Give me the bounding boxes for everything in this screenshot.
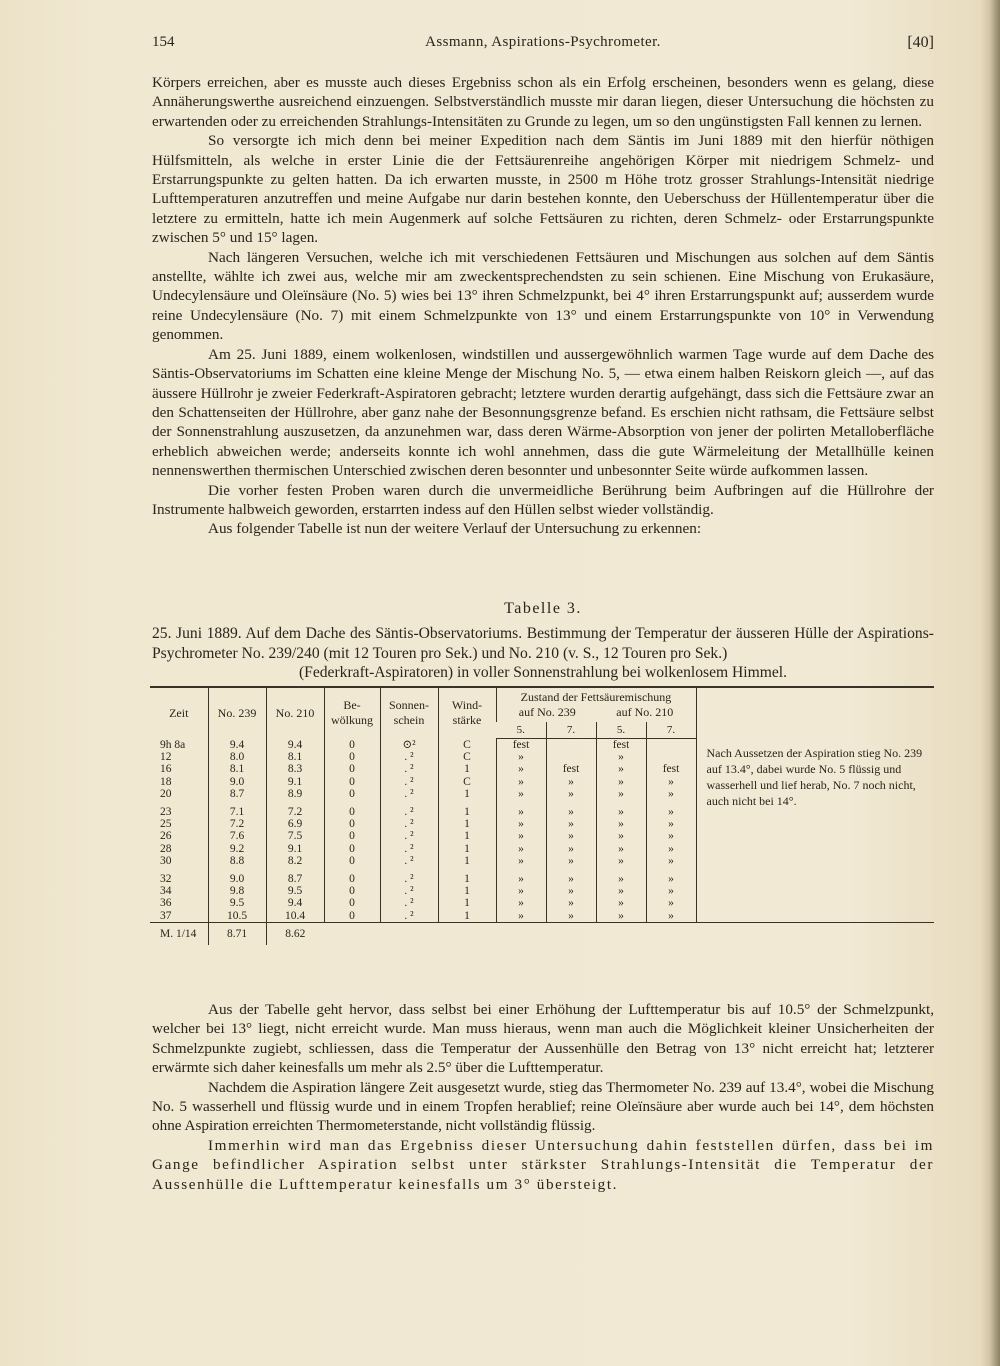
- mean-no239: 8.71: [208, 922, 266, 945]
- paragraph: Nach längeren Versuchen, welche ich mit verschiedenen Fettsäuren und Mischungen aus solchen auf dem Säntis anstellte, wählte ich zwei aus, welche mir am zweckentsprechendsten zu sein schienen. Eine Mischung von Erukasäure, Undecylensäure und Oleïnsäure (No. 5) wies bei 13° ihren Schmelzpunkt, bei 4° ihren Erstarrungspunkt auf; ausserdem wurde reine Undecylensäure (No. 7) mit einem Schmelzpunkte von 13° und einem Erstarrungspunkte von 10° in Verwendung genommen.: [152, 248, 934, 344]
- table-cell-b5: »: [596, 818, 646, 830]
- table-cell-no210: 10.4: [266, 910, 324, 923]
- table-cell-bew: 0: [324, 867, 380, 885]
- running-title: Assmann, Aspirations-Psychrometer.: [425, 34, 661, 50]
- mean-empty-cell: [596, 922, 646, 945]
- table-cell-sonne: . ²: [380, 751, 438, 763]
- table-cell-zeit: 18: [160, 775, 172, 788]
- table-cell-a7: »: [546, 867, 596, 885]
- mean-empty-cell: [380, 922, 438, 945]
- table-cell-wind: 1: [438, 910, 496, 923]
- table-cell-a7: »: [546, 897, 596, 909]
- table-cell-wind: 1: [438, 855, 496, 867]
- table-cell-b5: »: [596, 885, 646, 897]
- table-cell-zeit: 12: [160, 751, 172, 764]
- table-cell-b7: [646, 739, 696, 752]
- table-cell-wind: 1: [438, 788, 496, 800]
- table-cell-no239: 8.1: [208, 763, 266, 775]
- table-note: Nach Aussetzen der Aspiration stieg No. 239 auf 13.4°, dabei wurde No. 5 flüssig und wasserhell und lief herab, No. 7 noch nicht, auch nicht bei 14°.: [696, 739, 934, 923]
- table-cell-wind: 1: [438, 763, 496, 775]
- header-no210: No. 210: [266, 687, 324, 739]
- table-cell-wind: C: [438, 739, 496, 752]
- table-cell-no210: 9.4: [266, 739, 324, 752]
- table-cell-no239: 8.8: [208, 855, 266, 867]
- table-cell-b5: fest: [596, 739, 646, 752]
- data-table: [150, 686, 934, 945]
- table-cell-b7: »: [646, 885, 696, 897]
- table-body: [150, 739, 934, 945]
- table-cell-bew: 0: [324, 910, 380, 923]
- table-cell-b5: »: [596, 751, 646, 763]
- caption-line: (Federkraft-Aspiratoren) in voller Sonnenstrahlung bei wolkenlosem Himmel.: [298, 664, 788, 682]
- table-cell-zeit: 36: [160, 897, 172, 910]
- table-cell-wind: C: [438, 776, 496, 788]
- table-cell-sonne: . ²: [380, 763, 438, 775]
- table-cell-sonne: . ²: [380, 843, 438, 855]
- paragraph: Nachdem die Aspiration längere Zeit ausgesetzt wurde, stieg das Thermometer No. 239 auf 13.4°, wobei die Mischung No. 5 wasserhell und flüssig wurde und in einem Tropfen herablief; reine Oleïnsäure aber wurde auch bei 14°, dem höchsten ohne Aspiration erreichten Thermometerstande, nicht vollständig flüssig.: [152, 1078, 934, 1135]
- table-cell-zeit: 20: [160, 787, 172, 800]
- table-cell-bew: 0: [324, 843, 380, 855]
- table-cell-sonne: . ²: [380, 897, 438, 909]
- table-cell-a7: »: [546, 788, 596, 800]
- table-cell-zeit: 25: [160, 818, 172, 831]
- table-cell-zeit: 23: [160, 806, 172, 819]
- table-cell-a5: »: [496, 910, 546, 923]
- table-cell-bew: 0: [324, 776, 380, 788]
- paragraph-emphasized: Immerhin wird man das Ergebniss dieser Untersuchung dahin feststellen dürfen, dass bei im Gange befindlicher Aspiration selbst unter stärkster Strahlungs-Intensität die Temperatur der Aussenhülle die Lufttemperatur keinesfalls um 3° übersteigt.: [152, 1136, 934, 1193]
- table-cell-b5: »: [596, 776, 646, 788]
- table-cell-zeit: 37: [160, 909, 172, 922]
- table-mean-row: [150, 922, 934, 945]
- table-cell-a5: fest: [496, 739, 546, 752]
- table-cell-bew: 0: [324, 763, 380, 775]
- table-cell-b7: »: [646, 910, 696, 923]
- header-zeit: Zeit: [150, 687, 208, 739]
- table-cell-b7: »: [646, 800, 696, 818]
- header-auf239: auf No. 239: [518, 705, 576, 719]
- header-bewoelkung: Be-wölkung: [324, 687, 380, 739]
- table-cell-bew: 0: [324, 897, 380, 909]
- table-cell-a5: »: [496, 788, 546, 800]
- header-zustand: [496, 687, 696, 722]
- table-cell-no239: 9.5: [208, 897, 266, 909]
- mean-empty-cell: [324, 922, 380, 945]
- table-cell-wind: 1: [438, 885, 496, 897]
- header-no239: No. 239: [208, 687, 266, 739]
- header-sub-7a: 7.: [546, 722, 596, 739]
- table-cell-bew: 0: [324, 751, 380, 763]
- page-number: 154: [152, 34, 175, 50]
- table-cell-zeit: 32: [160, 873, 172, 886]
- paragraph: Aus folgender Tabelle ist nun der weitere Verlauf der Untersuchung zu erkennen:: [208, 520, 702, 538]
- table-cell-no210: 8.3: [266, 763, 324, 775]
- table-cell-b5: »: [596, 843, 646, 855]
- table-cell-a7: »: [546, 776, 596, 788]
- table-cell-a7: [546, 751, 596, 763]
- table-cell-no239: 8.7: [208, 788, 266, 800]
- table-cell-wind: C: [438, 751, 496, 763]
- table-cell-zeit: 28: [160, 842, 172, 855]
- table-cell-b7: »: [646, 867, 696, 885]
- table-cell-b7: »: [646, 855, 696, 867]
- table-cell-no210: 7.5: [266, 830, 324, 842]
- header-sub-7b: 7.: [646, 722, 696, 739]
- body-text-bottom: [152, 1000, 934, 1194]
- mean-empty-cell: [546, 922, 596, 945]
- mean-label: M. 1/14: [150, 922, 208, 945]
- table-cell-b5: »: [596, 855, 646, 867]
- table-cell-a7: »: [546, 830, 596, 842]
- table-caption: [152, 624, 934, 683]
- header-note-column: [696, 687, 934, 739]
- table-cell-zeit: 9h 8a: [160, 738, 186, 751]
- table-cell-a7: »: [546, 910, 596, 923]
- table-cell-wind: 1: [438, 897, 496, 909]
- table-cell-no239: 9.0: [208, 776, 266, 788]
- table-cell-bew: 0: [324, 788, 380, 800]
- paragraph: Die vorher festen Proben waren durch die unvermeidliche Berührung beim Aufbringen auf die Hüllrohre der Instrumente halbweich geworden, erstarrten indess auf den Hüllen selbst wieder vollständig.: [152, 481, 934, 518]
- table-cell-sonne: . ²: [380, 818, 438, 830]
- mean-no210: 8.62: [266, 922, 324, 945]
- table-cell-b5: »: [596, 867, 646, 885]
- header-auf210: auf No. 210: [616, 705, 674, 719]
- table-cell-a7: »: [546, 855, 596, 867]
- bracket-page-number: [40]: [907, 34, 934, 51]
- table-cell-wind: 1: [438, 830, 496, 842]
- paragraph: Körpers erreichen, aber es musste auch dieses Ergebniss schon als ein Erfolg erscheinen, besonders wenn es gelang, diese Annäherungswerthe ausreichend einzuengen. Selbstverständlich musste mir daran liegen, dieser Untersuchung die höchsten zu erwartenden oder zu erreichenden Strahlungs-Intensitäten zu Grunde zu legen, um so den ungünstigsten Fall kennen zu lernen.: [152, 74, 934, 130]
- table-cell-zeit: 26: [160, 830, 172, 843]
- paragraph: Aus der Tabelle geht hervor, dass selbst bei einer Erhöhung der Lufttemperatur bis auf 10.5° der Schmelzpunkt, welcher bei 13° liegt, nicht erreicht wurde. Man muss hieraus, wenn man auch die Möglichkeit kleiner Unsicherheiten der Schmelzpunkte zugiebt, schliessen, dass die Temperatur der Aussenhülle den Betrag von 13° nicht erreicht hat; letzterer erwärmte sich daher keinesfalls um mehr als 2.5° über die Lufttemperatur.: [152, 1001, 934, 1077]
- page-edge-shadow: [990, 0, 1000, 1366]
- table-cell-zeit: 30: [160, 854, 172, 867]
- table-cell-no210: 7.2: [266, 800, 324, 818]
- header-sonnenschein: Sonnen-schein: [380, 687, 438, 739]
- table-cell-b5: »: [596, 763, 646, 775]
- table-cell-no210: 8.7: [266, 867, 324, 885]
- table-row: [150, 739, 934, 752]
- table-cell-b7: »: [646, 788, 696, 800]
- table-cell-no210: 8.9: [266, 788, 324, 800]
- table-cell-b7: »: [646, 818, 696, 830]
- table-cell-sonne: . ²: [380, 830, 438, 842]
- table-cell-bew: 0: [324, 818, 380, 830]
- table-cell-a7: »: [546, 843, 596, 855]
- table-cell-b7: [646, 751, 696, 763]
- table-cell-sonne: . ²: [380, 776, 438, 788]
- table-cell-wind: 1: [438, 818, 496, 830]
- caption-line: 25. Juni 1889. Auf dem Dache des Säntis-Observatoriums. Bestimmung der Temperatur der äusseren Hülle der Aspirations-Psychrometer No. 239/240 (mit 12 Touren pro Sek.) und No. 210 (v. S., 12 Touren pro Sek.): [152, 625, 934, 662]
- table-cell-a7: fest: [546, 763, 596, 775]
- table-cell-bew: 0: [324, 830, 380, 842]
- table-cell-sonne: . ²: [380, 867, 438, 885]
- table-cell-sonne: . ²: [380, 885, 438, 897]
- table-cell-b7: »: [646, 776, 696, 788]
- header-windstaerke: Wind-stärke: [438, 687, 496, 739]
- table-cell-a7: »: [546, 818, 596, 830]
- table-cell-a5: »: [496, 855, 546, 867]
- table-cell-no239: 9.2: [208, 843, 266, 855]
- table-cell-a5: »: [496, 776, 546, 788]
- table-cell-a7: [546, 739, 596, 752]
- table-cell-a5: »: [496, 751, 546, 763]
- table-cell-a5: »: [496, 843, 546, 855]
- table-cell-wind: 1: [438, 843, 496, 855]
- table-cell-sonne: . ²: [380, 800, 438, 818]
- table-cell-a7: »: [546, 885, 596, 897]
- table-cell-b5: »: [596, 910, 646, 923]
- body-text-top: [152, 73, 934, 539]
- table-cell-no210: 6.9: [266, 818, 324, 830]
- table-cell-sonne: . ²: [380, 855, 438, 867]
- table-cell-a5: »: [496, 818, 546, 830]
- table-cell-no210: 9.5: [266, 885, 324, 897]
- table-cell-no239: 7.1: [208, 800, 266, 818]
- table-cell-no210: 9.1: [266, 776, 324, 788]
- table-cell-zeit: 16: [160, 763, 172, 776]
- table-cell-a5: »: [496, 830, 546, 842]
- table-cell-no210: 9.4: [266, 897, 324, 909]
- table-cell-sonne: . ²: [380, 788, 438, 800]
- table-cell-no239: 9.0: [208, 867, 266, 885]
- table-cell-a5: »: [496, 867, 546, 885]
- table-cell-no239: 10.5: [208, 910, 266, 923]
- table-cell-no239: 7.2: [208, 818, 266, 830]
- paragraph: So versorgte ich mich denn bei meiner Expedition nach dem Säntis im Juni 1889 mit den hierfür nöthigen Hülfsmitteln, als welche in erster Linie die der Fettsäurenreihe angehörigen Körper mit niedrigem Schmelz- und Erstarrungspunkte zu gelten hatten. Da ich erwarten musste, in 2500 m Höhe trotz grosser Strahlungs-Intensität niedrige Lufttemperaturen anzutreffen und meine Aufgabe nur darin bestehen konnte, den Ueberschuss der Hüllentemperatur über die letztere zu ermitteln, hatte ich mein Augenmerk auf solche Fettsäuren zu richten, deren Schmelz- oder Erstarrungspunkte zwischen 5° und 15° lagen.: [152, 132, 934, 247]
- page-header: [152, 30, 934, 54]
- table-cell-bew: 0: [324, 885, 380, 897]
- header-sub-5a: 5.: [496, 722, 546, 739]
- table-cell-b5: »: [596, 830, 646, 842]
- table-cell-a7: »: [546, 800, 596, 818]
- table-cell-a5: »: [496, 763, 546, 775]
- table-cell-b5: »: [596, 800, 646, 818]
- table-cell-no239: 7.6: [208, 830, 266, 842]
- table-cell-b7: fest: [646, 763, 696, 775]
- paragraph: Am 25. Juni 1889, einem wolkenlosen, windstillen und aussergewöhnlich warmen Tage wurde auf dem Dache des Säntis-Observatoriums im Schatten eine kleine Menge der Mischung No. 5, — etwa einem halben Reiskorn gleich —, auf das äussere Hüllrohr je zweier Federkraft-Aspiratoren gebracht; letztere wurden derartig aufgehängt, dass sich die Fettsäure zwar an den Schattenseiten der Hüllrohre, aber ganz nahe der Besonnungsgrenze befand. Es erschien nicht rathsam, die Fettsäure selbst der Sonnenstrahlung auszusetzen, da anzunehmen war, dass deren Wärme-Absorption von jener der polirten Metalloberfläche erheblich abweichen werde; anderseits konnte ich wohl annehmen, dass die gute Wärmeleitung der Metallhülle keinen nennenswerthen thermischen Unterschied zwischen deren besonnter und unbesonnter Seite würde aufkommen lassen.: [152, 345, 934, 480]
- table-cell-b7: »: [646, 897, 696, 909]
- table-cell-b5: »: [596, 897, 646, 909]
- table-cell-bew: 0: [324, 800, 380, 818]
- table-cell-no239: 9.8: [208, 885, 266, 897]
- table-cell-no210: 8.2: [266, 855, 324, 867]
- mean-empty-cell: [696, 922, 934, 945]
- table-cell-b7: »: [646, 843, 696, 855]
- table-cell-bew: 0: [324, 739, 380, 752]
- mean-empty-cell: [438, 922, 496, 945]
- table-cell-a5: »: [496, 885, 546, 897]
- table-cell-zeit: 34: [160, 885, 172, 898]
- table-cell-b5: »: [596, 788, 646, 800]
- table-cell-b7: »: [646, 830, 696, 842]
- header-zustand-sub: [499, 705, 694, 720]
- table-title: Tabelle 3.: [504, 600, 582, 617]
- table-cell-no239: 9.4: [208, 739, 266, 752]
- header-sub-5b: 5.: [596, 722, 646, 739]
- mean-empty-cell: [646, 922, 696, 945]
- table-cell-wind: 1: [438, 867, 496, 885]
- table-cell-a5: »: [496, 800, 546, 818]
- table-cell-sonne: . ²: [380, 910, 438, 923]
- table-cell-bew: 0: [324, 855, 380, 867]
- table-cell-no239: 8.0: [208, 751, 266, 763]
- table-cell-no210: 8.1: [266, 751, 324, 763]
- mean-empty-cell: [496, 922, 546, 945]
- header-zustand-label: Zustand der Fettsäuremischung: [520, 690, 672, 704]
- table-cell-no210: 9.1: [266, 843, 324, 855]
- table-cell-sonne: ⊙²: [380, 739, 438, 752]
- table-cell-a5: »: [496, 897, 546, 909]
- table-cell-wind: 1: [438, 800, 496, 818]
